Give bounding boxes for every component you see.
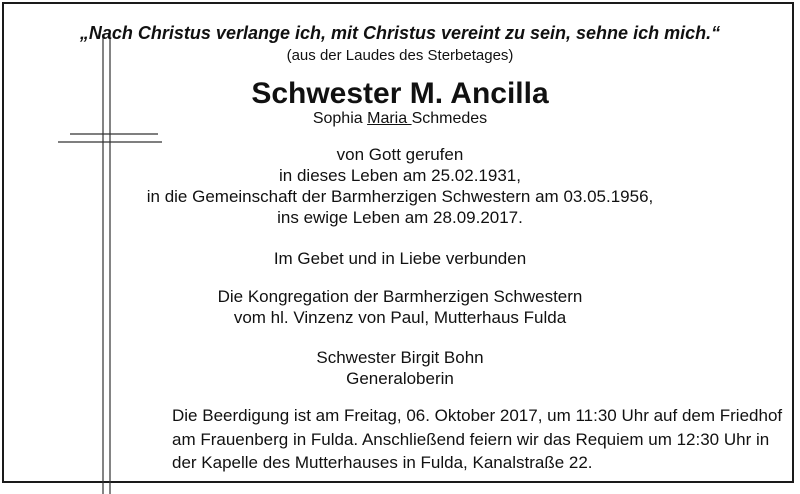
deceased-name: Schwester M. Ancilla (251, 77, 549, 110)
prayer-line: Im Gebet und in Liebe verbunden (273, 249, 527, 268)
quote-source: (aus der Laudes des Sterbetages) (286, 47, 514, 64)
congregation-line: Die Kongregation der Barmherzigen Schwestern (217, 287, 583, 306)
civil-last-name: Schmedes (411, 110, 488, 127)
life-line: in die Gemeinschaft der Barmherzigen Schwestern am 03.05.1956, (146, 187, 654, 206)
civil-name (0, 109, 800, 129)
funeral-line: am Frauenberg in Fulda. Anschließend feiern wir das Requiem um 12:30 Uhr in (172, 429, 770, 449)
civil-middle-name: Maria (367, 110, 412, 127)
epigraph-quote: „Nach Christus verlange ich, mit Christus vereint zu sein, sehne ich mich.“ (79, 23, 721, 43)
life-line: von Gott gerufen (336, 145, 464, 164)
life-line: ins ewige Leben am 28.09.2017. (277, 208, 523, 227)
funeral-notice (172, 404, 792, 475)
signatory-name: Schwester Birgit Bohn (316, 348, 484, 367)
funeral-line: der Kapelle des Mutterhauses in Fulda, Kanalstraße 22. (172, 453, 593, 472)
congregation-line: vom hl. Vinzenz von Paul, Mutterhaus Fulda (233, 308, 567, 327)
life-line: in dieses Leben am 25.02.1931, (279, 166, 521, 185)
funeral-line: Die Beerdigung ist am Freitag, 06. Oktober 2017, um 11:30 Uhr auf dem Friedhof (172, 406, 783, 425)
signatory-title: Generaloberin (346, 369, 454, 388)
civil-first-name: Sophia (312, 110, 363, 127)
